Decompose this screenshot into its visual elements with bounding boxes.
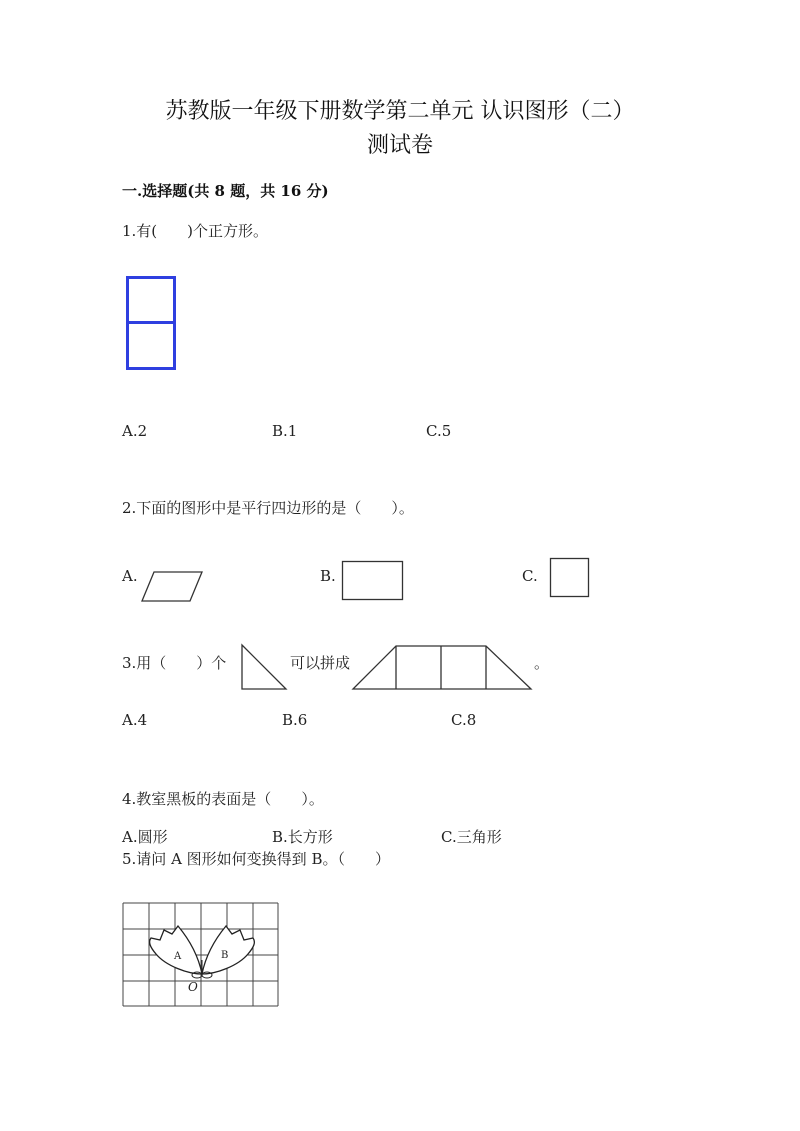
label-b: B xyxy=(221,950,229,961)
question-3-text-end: 。 xyxy=(534,654,550,672)
right-triangle-shape xyxy=(240,643,290,691)
q1-option-c[interactable]: C.5 xyxy=(426,422,452,440)
trapezoid-composite-shape xyxy=(350,644,534,692)
question-1-text: 1.有( )个正方形。 xyxy=(122,222,269,240)
question-3-text-middle: 可以拼成 xyxy=(290,654,351,672)
question-5-text: 5.请问 A 图形如何变换得到 B。（ ） xyxy=(122,850,390,868)
stacked-squares-figure xyxy=(126,276,178,372)
q3-option-c[interactable]: C.8 xyxy=(451,711,477,729)
question-3-text-start: 3.用（ ）个 xyxy=(122,654,227,672)
question-2-text: 2.下面的图形中是平行四边形的是（ ）。 xyxy=(122,499,414,517)
square-bottom xyxy=(128,323,175,369)
rectangle-shape xyxy=(341,560,405,602)
q1-option-b[interactable]: B.1 xyxy=(272,422,298,440)
q2-option-b[interactable]: B. xyxy=(320,567,336,585)
q4-option-a[interactable]: A.圆形 xyxy=(122,828,168,846)
q4-option-c[interactable]: C.三角形 xyxy=(441,828,502,846)
square-shape xyxy=(549,557,591,599)
petal-a xyxy=(150,926,202,974)
page-title: 苏教版一年级下册数学第二单元 认识图形（二） xyxy=(165,99,635,124)
q2-option-a[interactable]: A. xyxy=(122,567,138,585)
q4-option-b[interactable]: B.长方形 xyxy=(272,828,333,846)
square-top xyxy=(128,278,175,323)
parallelogram-shape xyxy=(140,570,204,604)
grid-petal-figure xyxy=(122,902,280,1008)
q2-option-c[interactable]: C. xyxy=(522,567,538,585)
q3-option-b[interactable]: B.6 xyxy=(282,711,308,729)
label-a: A xyxy=(174,951,182,962)
q1-option-a[interactable]: A.2 xyxy=(122,422,148,440)
section-heading: 一.选择题(共 8 题，共 16 分) xyxy=(122,182,329,200)
q3-option-a[interactable]: A.4 xyxy=(122,711,148,729)
label-origin: O xyxy=(188,980,198,994)
page-subtitle: 测试卷 xyxy=(366,133,433,158)
question-4-text: 4.教室黑板的表面是（ ）。 xyxy=(122,790,324,808)
